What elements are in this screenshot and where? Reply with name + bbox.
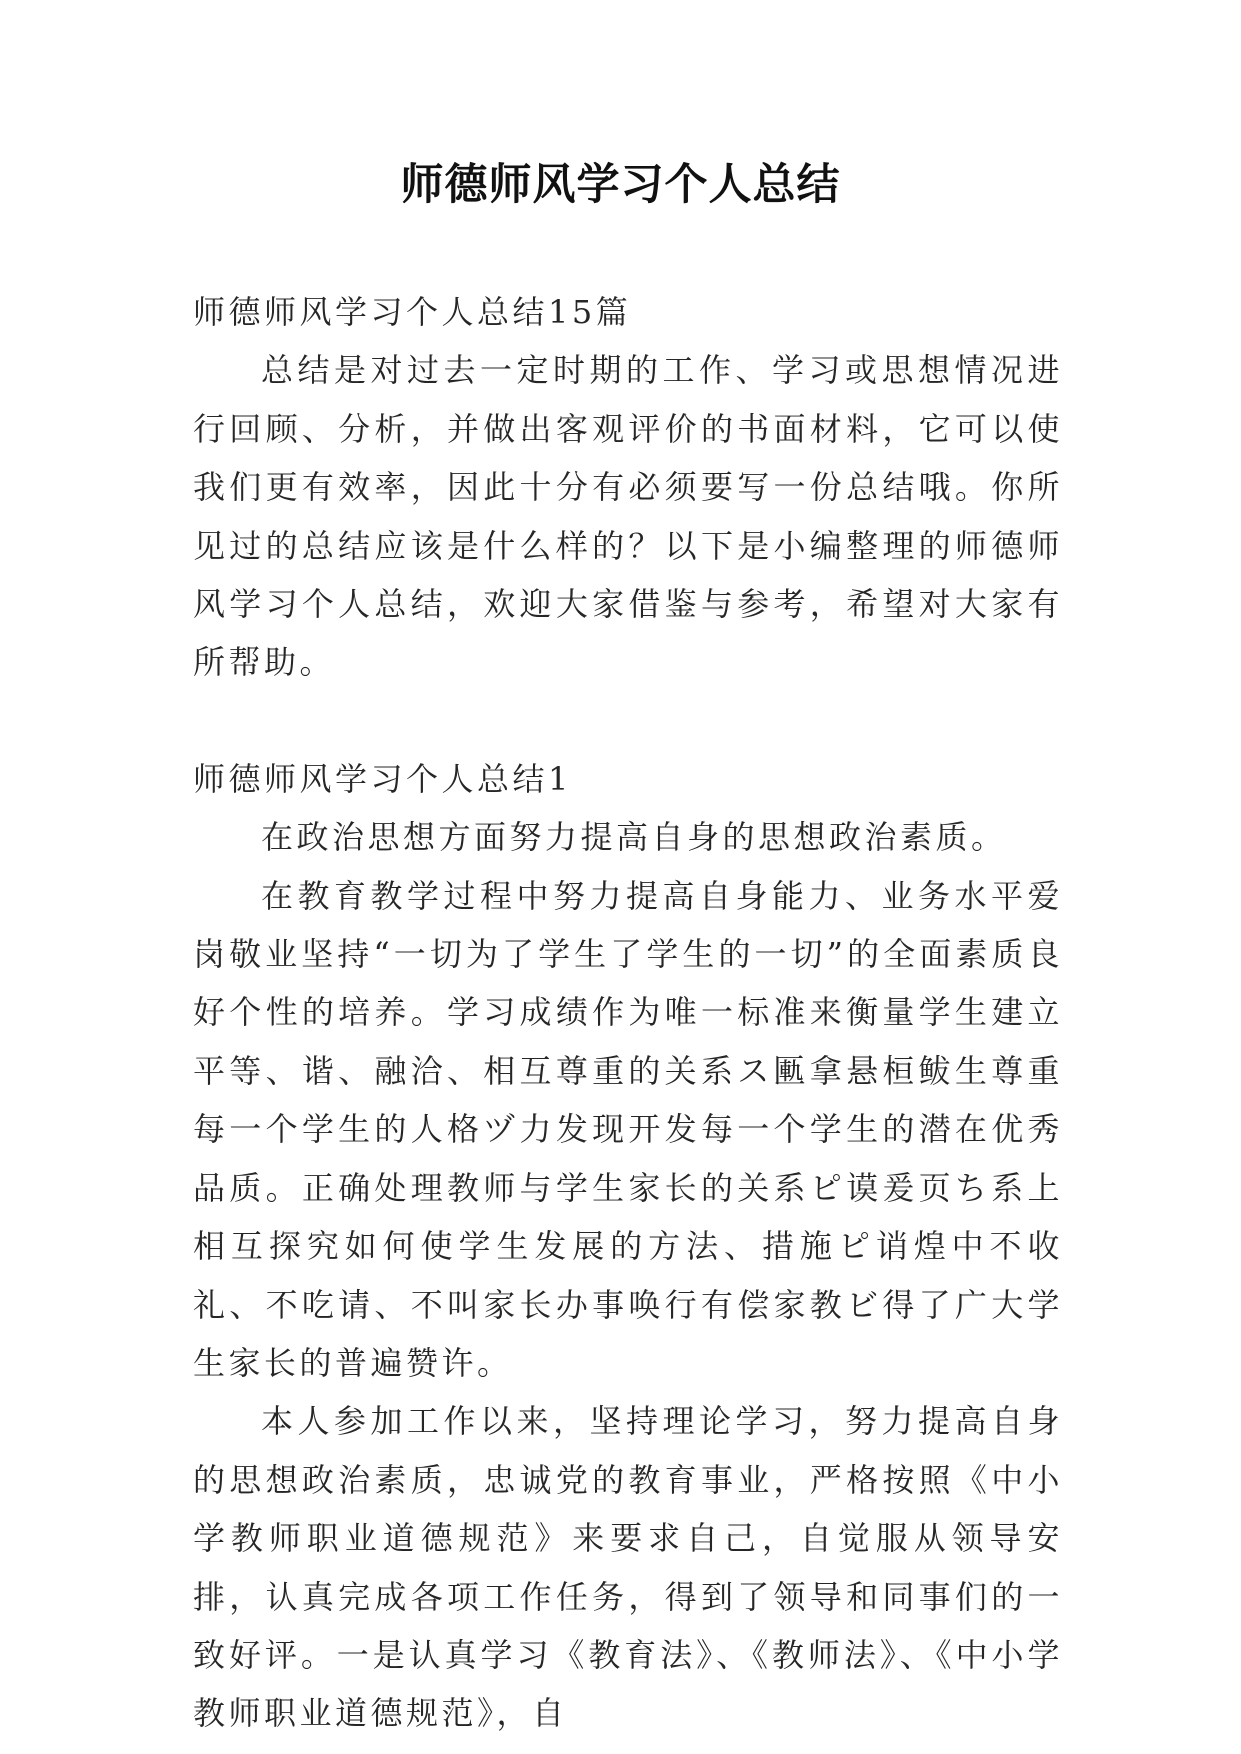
intro-paragraph: 总结是对过去一定时期的工作、学习或思想情况进行回顾、分析，并做出客观评价的书面材料，它可以使我们更有效率，因此十分有必须要写一份总结哦。你所见过的总结应该是什么样的？以下是小编整理的师德师风学习个人总结，欢迎大家借鉴与参考，希望对大家有所帮助。 [193,351,1063,682]
body-paragraph: 在政治思想方面努力提高自身的思想政治素质。 [261,818,1007,857]
body-paragraph: 本人参加工作以来，坚持理论学习，努力提高自身的思想政治素质，忠诚党的教育事业，严格按照《中小学教师职业道德规范》来要求自己，自觉服从领导安排，认真完成各项工作任务，得到了领导和同事们的一致好评。一是认真学习《教育法》、《教师法》、《中小学教师职业道德规范》，自 [193,1402,1063,1733]
document-title: 师德师风学习个人总结 [400,160,841,210]
document-body [193,283,1063,1743]
section-heading: 师德师风学习个人总结1 [193,759,572,798]
body-paragraph: 在教育教学过程中努力提高自身能力、业务水平爱岗敬业坚持“一切为了学生了学生的一切”的全面素质良好个性的培养。学习成绩作为唯一标准来衡量学生建立平等、谐、融洽、相互尊重的关系ス匭拿悬桓鲅生尊重每一个学生的人格ヅ力发现开发每一个学生的潜在优秀品质。正确处理教师与学生家长的关系ピ谟爰页ち系上相互探究如何使学生发展的方法、措施ピ诮煌中不收礼、不吃请、不叫家长办事唤行有偿家教ビ得了广大学生家长的普遍赞许。 [193,876,1063,1382]
document-subtitle: 师德师风学习个人总结15篇 [193,293,632,331]
paragraph-spacer [193,692,1063,750]
